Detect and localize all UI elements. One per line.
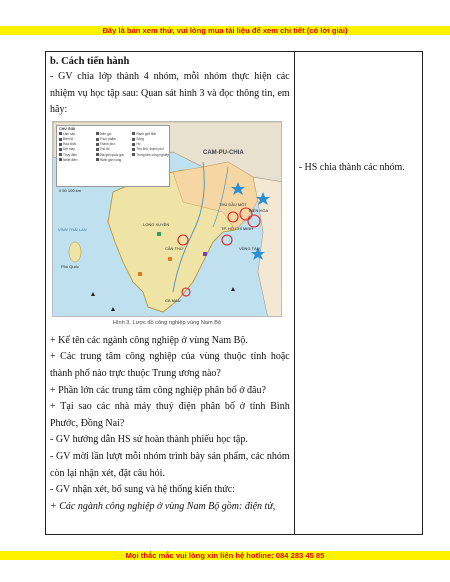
map-scale: 0 50 100 km	[59, 187, 82, 193]
legend-swatch-icon	[59, 148, 62, 151]
legend-item: Tên tỉnh, thành phố	[132, 147, 167, 152]
instruction-item: - GV hướng dẫn HS sử hoàn thành phiếu học tập.	[50, 434, 248, 446]
legend-swatch-icon	[96, 132, 99, 135]
instruction-item: - GV mời lần lượt mỗi nhóm trình bày sản phẩm, các nhóm còn lại nhận xét, đặt câu hỏi.	[50, 450, 290, 479]
industry-map	[52, 121, 282, 317]
hotline-banner	[0, 551, 450, 560]
legend-item: Điện gió	[96, 132, 131, 137]
legend-swatch-icon	[132, 148, 135, 151]
legend-swatch-icon	[59, 132, 62, 135]
legend-item: Dệt may	[59, 147, 94, 152]
legend-item: Địa giới quốc gia	[96, 153, 131, 158]
section-heading: b. Cách tiến hành	[50, 56, 130, 67]
task-item: + Phần lớn các trung tâm công nghiệp phân bố ở đâu?	[50, 384, 266, 396]
teacher-activity-cell	[46, 52, 295, 535]
map-legend	[56, 125, 170, 187]
map-label-cambodia: CAM-PU-CHIA	[203, 149, 244, 156]
legend-item: Lâm sản	[59, 132, 94, 137]
legend-item: Hồ	[132, 142, 167, 147]
legend-item: Thuỷ điện	[59, 153, 94, 158]
legend-swatch-icon	[132, 143, 135, 146]
task-item: + Tại sao các nhà máy thuỷ điện phân bố ở tỉnh Bình Phước, Đồng Nai?	[50, 401, 290, 429]
legend-item: Thành phố	[96, 142, 131, 147]
legend-swatch-icon	[132, 132, 135, 135]
preview-banner	[0, 26, 450, 35]
map-label-camau: CÀ MAU	[165, 297, 181, 303]
instruction-item: - GV nhận xét, bổ sung và hệ thống kiến thức:	[50, 484, 235, 496]
task-item: + Kể tên các ngành công nghiệp ở vùng Nam Bộ.	[50, 334, 248, 346]
map-label-bienhoa: BIÊN HÒA	[249, 207, 269, 213]
map-figure	[52, 121, 282, 333]
map-label-gulf: VỊNH THÁI LAN	[58, 226, 87, 232]
map-label-cantho: CẦN THƠ	[165, 245, 184, 251]
legend-item: Hóa chất	[59, 142, 94, 147]
intro-text: - GV chia lớp thành 4 nhóm, mỗi nhóm thực hiện các nhiệm vụ học tập sau: Quan sát hình 3 và đọc thông tin, em hãy:	[50, 71, 290, 116]
legend-item: Thủ đô	[96, 147, 131, 152]
legend-swatch-icon	[96, 158, 99, 161]
map-label-hcmc: TP. HỒ CHÍ MINH	[221, 225, 254, 231]
legend-swatch-icon	[132, 153, 135, 156]
task-item: + Các trung tâm công nghiệp của vùng thuộc tỉnh hoặc thành phố nào trực thuộc Trung ương nào?	[50, 351, 290, 379]
preview-banner-text: Đây là bản xem thử, vui lòng mua tài liệu để xem chi tiết (có lời giải)	[102, 26, 348, 35]
legend-swatch-icon	[96, 153, 99, 156]
legend-title: CHÚ GIẢI	[59, 126, 76, 131]
hotline-banner-text: Mọi thắc mắc vui lòng xin liên hệ hotline: 084 283 45 85	[125, 551, 325, 560]
legend-item: Sông	[132, 137, 167, 142]
student-activity-text: - HS chia thành các nhóm.	[298, 162, 405, 173]
legend-item: Trung tâm công nghiệp	[132, 153, 167, 158]
legend-swatch-icon	[96, 143, 99, 146]
legend-item: Ranh giới vùng	[96, 158, 131, 163]
legend-item: Thực phẩm	[96, 137, 131, 142]
map-label-thudaumot: THỦ DẦU MỘT	[219, 201, 247, 207]
legend-swatch-icon	[132, 138, 135, 141]
lesson-table	[45, 51, 423, 535]
legend-swatch-icon	[59, 153, 62, 156]
figure-caption: Hình 3. Lược đồ công nghiệp vùng Nam Bộ	[112, 319, 222, 326]
map-label-vungtau: VŨNG TÀU	[239, 245, 260, 251]
legend-swatch-icon	[59, 158, 62, 161]
table-row	[46, 52, 423, 535]
legend-swatch-icon	[96, 148, 99, 151]
map-label-longxuyen: LONG XUYÊN	[143, 221, 170, 227]
legend-item: Nhiệt điện	[59, 158, 94, 163]
legend-item: Điện tử	[59, 137, 94, 142]
knowledge-line: + Các ngành công nghiệp ở vùng Nam Bộ gồm: điện tử,	[50, 500, 276, 512]
legend-swatch-icon	[59, 138, 62, 141]
legend-item: Ranh giới tỉnh	[132, 132, 167, 137]
legend-swatch-icon	[96, 138, 99, 141]
map-label-island: Phú Quốc	[61, 263, 79, 269]
legend-swatch-icon	[59, 143, 62, 146]
student-activity-cell	[294, 52, 422, 535]
